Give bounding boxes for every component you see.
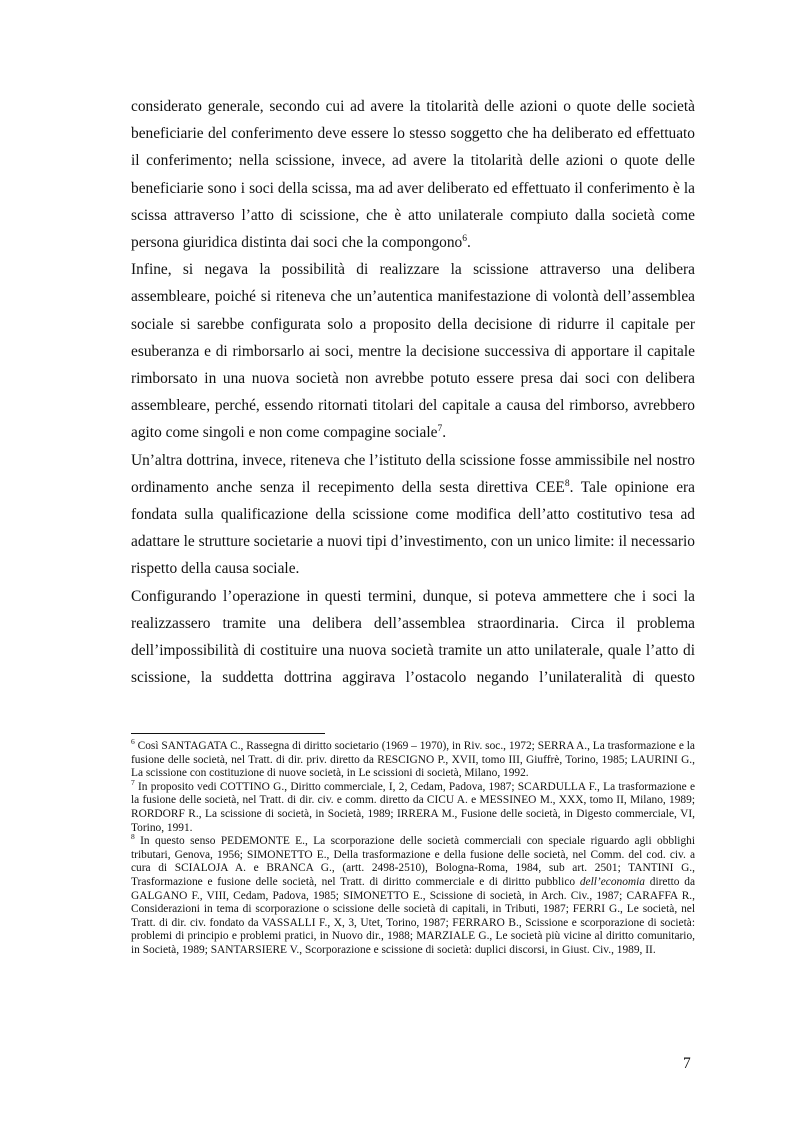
footnote-8-text-b: diretto da GALGANO F., VIII, Cedam, Padova, 1985; SIMONETTO E., Scissione di società, in Arch. Civ., 1987; CARAFFA R., Considerazioni in tema di scorporazione o scissione delle società di capitali, in Tributi, 1987; FERRI G., Le società, nel Tratt. di dir. civ. fondato da VASSALLI F., X, 3, Utet, Torino, 1987; FERRARO B., Scissione e scorporazione di società: problemi di principio e problemi pratici, in Nuovo dir., 1988; MARZIALE G., Le società più vicine al diritto comunitario, in Società, 1989; SANTARSIERE V., Scorporazione e scissione di società: duplici discorsi, in Giust. Civ., 1989, II. (131, 875, 696, 956)
footnote-8 (131, 832, 696, 957)
paragraph-3-text: Un’altra dottrina, invece, riteneva che l’istituto della scissione fosse ammissibile nel nostro ordinamento anche senza il recepimento della sesta direttiva CEE (131, 451, 695, 496)
paragraph-2-tail: . (442, 424, 447, 442)
paragraph-1-tail: . (467, 234, 471, 252)
footnote-ref-6[interactable]: 6 (462, 233, 467, 244)
paragraph-2-text: Infine, si negava la possibilità di realizzare la scissione attraverso una delibera assembleare, poiché si riteneva che un’autentica manifestazione di volontà dell’assemblea sociale si sarebbe configurata solo a proposito della decisione di ridurre il capitale per esuberanza e di rimborsarlo ai soci, mentre la decisione successiva di apportare il capitale rimborsato in una nuova società non avrebbe potuto essere presa dai soci con delibera assembleare, perché, essendo ritornati titolari del capitale a causa del rimborso, avrebbero agito come singoli e non come compagine sociale (131, 261, 695, 442)
footnote-ref-7[interactable]: 7 (437, 424, 443, 435)
paragraph-4-text: Configurando l’operazione in questi termini, dunque, si poteva ammettere che i soci la realizzassero tramite una delibera dell’assemblea straordinaria. Circa il problema dell’impossibilità di costituire una nuova società tramite un atto unilaterale, quale l’atto di scissione, la suddetta dottrina aggirava l’ostacolo negando l’unilateralità di questo (131, 587, 695, 687)
paragraph-2 (131, 256, 695, 446)
paragraph-1 (131, 93, 695, 256)
footnotes (131, 737, 696, 958)
footnote-ref-8[interactable]: 8 (564, 478, 570, 489)
footnote-6 (131, 737, 695, 781)
paragraph-3-tail: . Tale opinione era fondata sulla qualificazione della scissione come modifica dell’atto costitutivo tesa ad adattare le strutture societarie a nuovi tipi d’investimento, con un unico limite: il necessario rispetto della causa sociale. (131, 478, 696, 578)
footnote-6-text: Così SANTAGATA C., Rassegna di diritto societario (1969 – 1970), in Riv. soc., 1972; SERRA A., La trasformazione e la fusione delle società, nel Tratt. di dir. priv. diretto da RESCIGNO P., XVII, tomo III, Giuffrè, Torino, 1985; LAURINI G., La scissione con costituzione di nuove società, in Le scissioni di società, Milano, 1992. (131, 740, 695, 780)
paragraph-3 (131, 447, 695, 583)
footnote-separator (131, 733, 325, 734)
footnote-number-6: 6 (131, 737, 135, 747)
footnote-number-8: 8 (131, 832, 135, 842)
footnote-8-italic: dell’economia (579, 875, 646, 888)
footnote-7 (131, 777, 695, 835)
page-number: 7 (683, 1055, 691, 1072)
footnote-8-text-a: In questo senso PEDEMONTE E., La scorporazione delle società commerciali con speciale riguardo agli obblighi tributari, Genova, 1956; SIMONETTO E., Della trasformazione e della fusione delle società, nel Comm. del cod. civ. a cura di SCIALOJA A. e BRANCA G., (artt. 2498-2510), Bologna-Roma, 1984, sub art. 2501; TANTINI G., Trasformazione e fusione delle società, nel Tratt. di diritto commerciale e di diritto pubblico (131, 835, 695, 888)
footnote-7-text: In proposito vedi COTTINO G., Diritto commerciale, I, 2, Cedam, Padova, 1987; SCARDULLA F., La trasformazione e la fusione delle società, nel Tratt. di dir. civ. e comm. diretto da CICU A. e MESSINEO M., XXX, tomo II, Milano, 1989; RORDORF R., La scissione di società, in Società, 1989; IRRERA M., Fusione delle società, in Digesto commerciale, VI, Torino, 1991. (131, 780, 695, 834)
main-text (131, 93, 695, 691)
footnote-number-7: 7 (131, 777, 135, 787)
paragraph-4 (131, 583, 695, 692)
paragraph-1-text: considerato generale, secondo cui ad avere la titolarità delle azioni o quote delle società beneficiarie del conferimento deve essere lo stesso soggetto che ha deliberato ed effettuato il conferimento; nella scissione, invece, ad avere la titolarità delle azioni o quote delle beneficiarie sono i soci della scissa, ma ad aver deliberato ed effettuato il conferimento è la scissa attraverso l’atto di scissione, che è atto unilaterale compiuto dalla società come persona giuridica distinta dai soci che la compongono (131, 98, 695, 252)
